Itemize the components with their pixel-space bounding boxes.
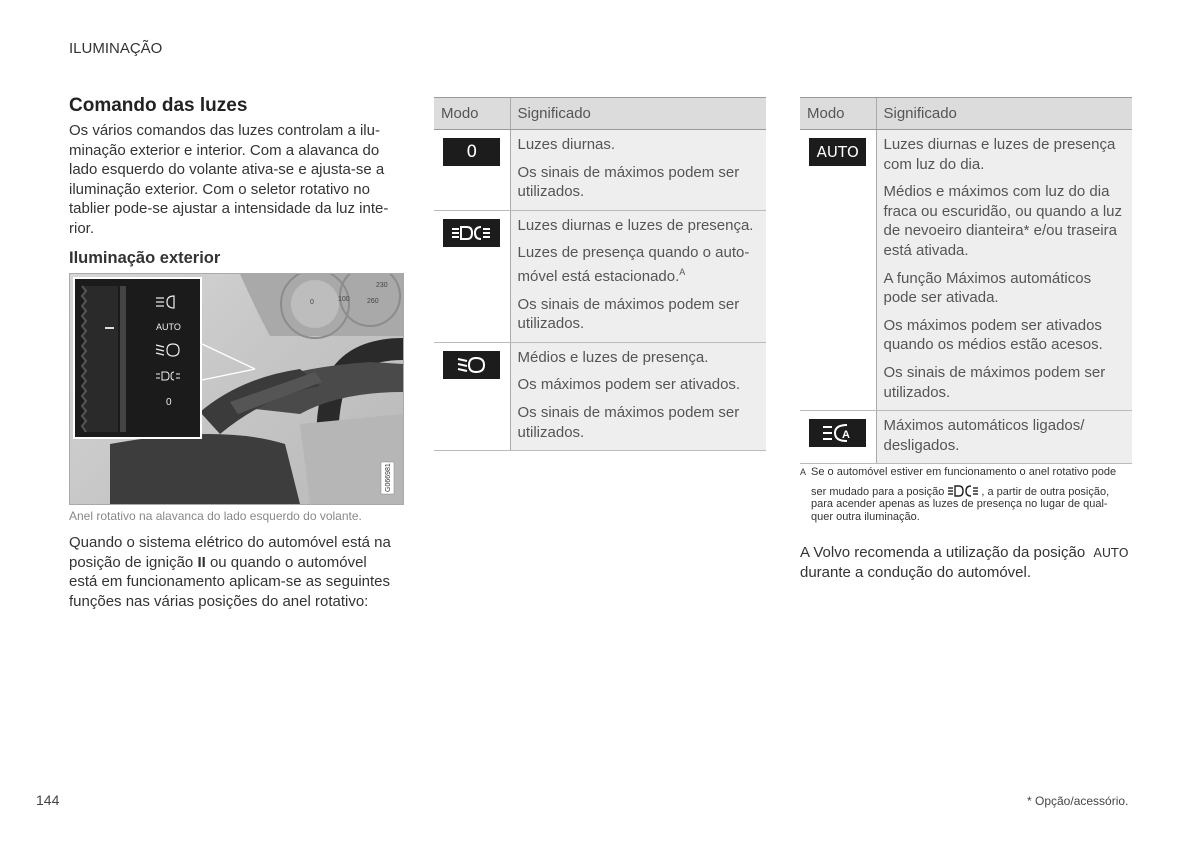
meaning-line: Os sinais de máximos podem ser utilizados. (883, 363, 1106, 401)
meaning-column-header: Significado (876, 98, 1132, 130)
table-row (800, 130, 1132, 411)
auto-symbol: AUTO (809, 138, 866, 166)
page-number: 144 (36, 792, 60, 808)
footer-note: * Opção/acessório. (1027, 794, 1129, 808)
meaning-line: Luzes diurnas e luzes de presença. (517, 216, 754, 234)
intro-line: rior. (69, 219, 95, 237)
meaning-line: A função Máximos automáticos pode ser ativada. (883, 269, 1092, 307)
footnote-line: para acender apenas as luzes de presença no lugar de qual- (811, 498, 1108, 510)
gauge-label: 230 (376, 282, 388, 289)
table-row (434, 342, 766, 450)
position-lights-icon (947, 484, 981, 498)
meaning-column-header: Significado (510, 98, 766, 130)
dipped-beam-icon (443, 351, 500, 379)
ring-zero-label: 0 (166, 397, 172, 408)
light-control-figure (69, 273, 404, 505)
meaning-cell (876, 411, 1132, 464)
meaning-text: Luzes de presença quando o auto-móvel está estacionado. (517, 244, 750, 285)
body-line: Quando o sistema elétrico do automóvel está na (69, 534, 391, 551)
gauge-label: 0 (310, 299, 314, 306)
mode-cell (434, 342, 510, 450)
footnote-text: ser mudado para a posição (811, 485, 945, 498)
table-row (434, 210, 766, 342)
meaning-line: Os máximos podem ser ativados. (517, 376, 741, 394)
meaning-line: Os máximos podem ser ativados quando os médios estão acesos. (883, 316, 1103, 354)
meaning-line: Médios e máximos com luz do dia fraca ou escuridão, ou quando a luz de nevoeiro dianteira* e/ou traseira está ativada. (883, 183, 1122, 259)
recommendation-paragraph (800, 543, 1140, 582)
mode-cell (800, 411, 876, 464)
mode-column-header: Modo (434, 98, 510, 130)
footnote-line (800, 466, 1135, 479)
position-lights-icon (443, 219, 500, 247)
intro-line: minação exterior e interior. Com a alavanca do (69, 141, 380, 159)
body-line: está em funcionamento aplicam-se as seguintes (69, 573, 391, 591)
mode-cell (434, 210, 510, 342)
body-line: funções nas várias posições do anel rotativo: (69, 592, 369, 610)
mode-cell (434, 130, 510, 211)
body-text: ou quando o automóvel (205, 553, 367, 571)
intro-line: iluminação exterior. Com o seletor rotativo no (69, 180, 370, 198)
footnote-line (800, 484, 1135, 499)
table-header-row (434, 98, 766, 130)
footnote-line: quer outra iluminação. (811, 510, 920, 523)
table-row (800, 411, 1132, 464)
ring-auto-label: AUTO (156, 322, 181, 332)
figure-illustration (70, 274, 403, 504)
meaning-line: Máximos automáticos ligados/ desligados. (883, 417, 1085, 454)
meaning-line: Os sinais de máximos podem ser utilizados. (517, 295, 740, 333)
mode-column-header: Modo (800, 98, 876, 130)
meaning-cell (876, 130, 1132, 411)
meaning-cell (510, 210, 766, 342)
mode-cell (800, 130, 876, 411)
body-text: posição de ignição (69, 553, 198, 571)
zero-symbol: 0 (443, 138, 500, 166)
meaning-line: Os sinais de máximos podem ser utilizados. (517, 403, 740, 441)
meaning-cell (510, 130, 766, 211)
meaning-line: Luzes diurnas e luzes de presença com luz do dia. (883, 136, 1116, 173)
page-title: Comando das luzes (69, 95, 248, 116)
gauge-label: 260 (367, 298, 379, 305)
intro-line: tablier pode-se ajustar a intensidade da luz inte- (69, 200, 389, 218)
svg-text:A: A (842, 429, 851, 442)
recommendation-text: A Volvo recomenda a utilização da posição (800, 544, 1086, 561)
auto-high-beam-icon (809, 419, 866, 447)
subsection-heading: Iluminação exterior (69, 249, 221, 267)
intro-line: Os vários comandos das luzes controlam a ilu- (69, 122, 380, 139)
light-modes-table-1 (434, 97, 766, 451)
footnote-text: Se o automóvel estiver em funcionamento o anel rotativo pode (811, 466, 1117, 478)
footnote-text: , a partir de outra posição, (981, 485, 1110, 498)
light-modes-table-2 (800, 97, 1132, 464)
table-row (434, 130, 766, 211)
intro-line: lado esquerdo do volante ativa-se e ajusta-se a (69, 161, 385, 179)
recommendation-line (800, 543, 1140, 563)
body-line (69, 553, 409, 573)
section-header: ILUMINAÇÃO (69, 40, 163, 57)
ignition-position: II (197, 553, 206, 571)
footnote-marker: A (679, 266, 686, 277)
meaning-line: Médios e luzes de presença. (517, 348, 709, 366)
body-paragraph (69, 533, 409, 611)
intro-paragraph (69, 121, 404, 239)
footnote-marker: A (800, 467, 807, 477)
table-header-row (800, 98, 1132, 130)
figure-caption: Anel rotativo na alavanca do lado esquerdo do volante. (69, 509, 362, 523)
auto-symbol: AUTO (1093, 545, 1129, 560)
footnote (800, 466, 1135, 523)
meaning-line: Luzes diurnas. (517, 136, 616, 153)
recommendation-line: durante a condução do automóvel. (800, 563, 1031, 581)
meaning-cell (510, 342, 766, 450)
meaning-line: Os sinais de máximos podem ser utilizados. (517, 163, 740, 201)
gauge-label: 100 (338, 296, 350, 303)
figure-code: G066981 (385, 463, 392, 492)
meaning-line (518, 243, 759, 286)
